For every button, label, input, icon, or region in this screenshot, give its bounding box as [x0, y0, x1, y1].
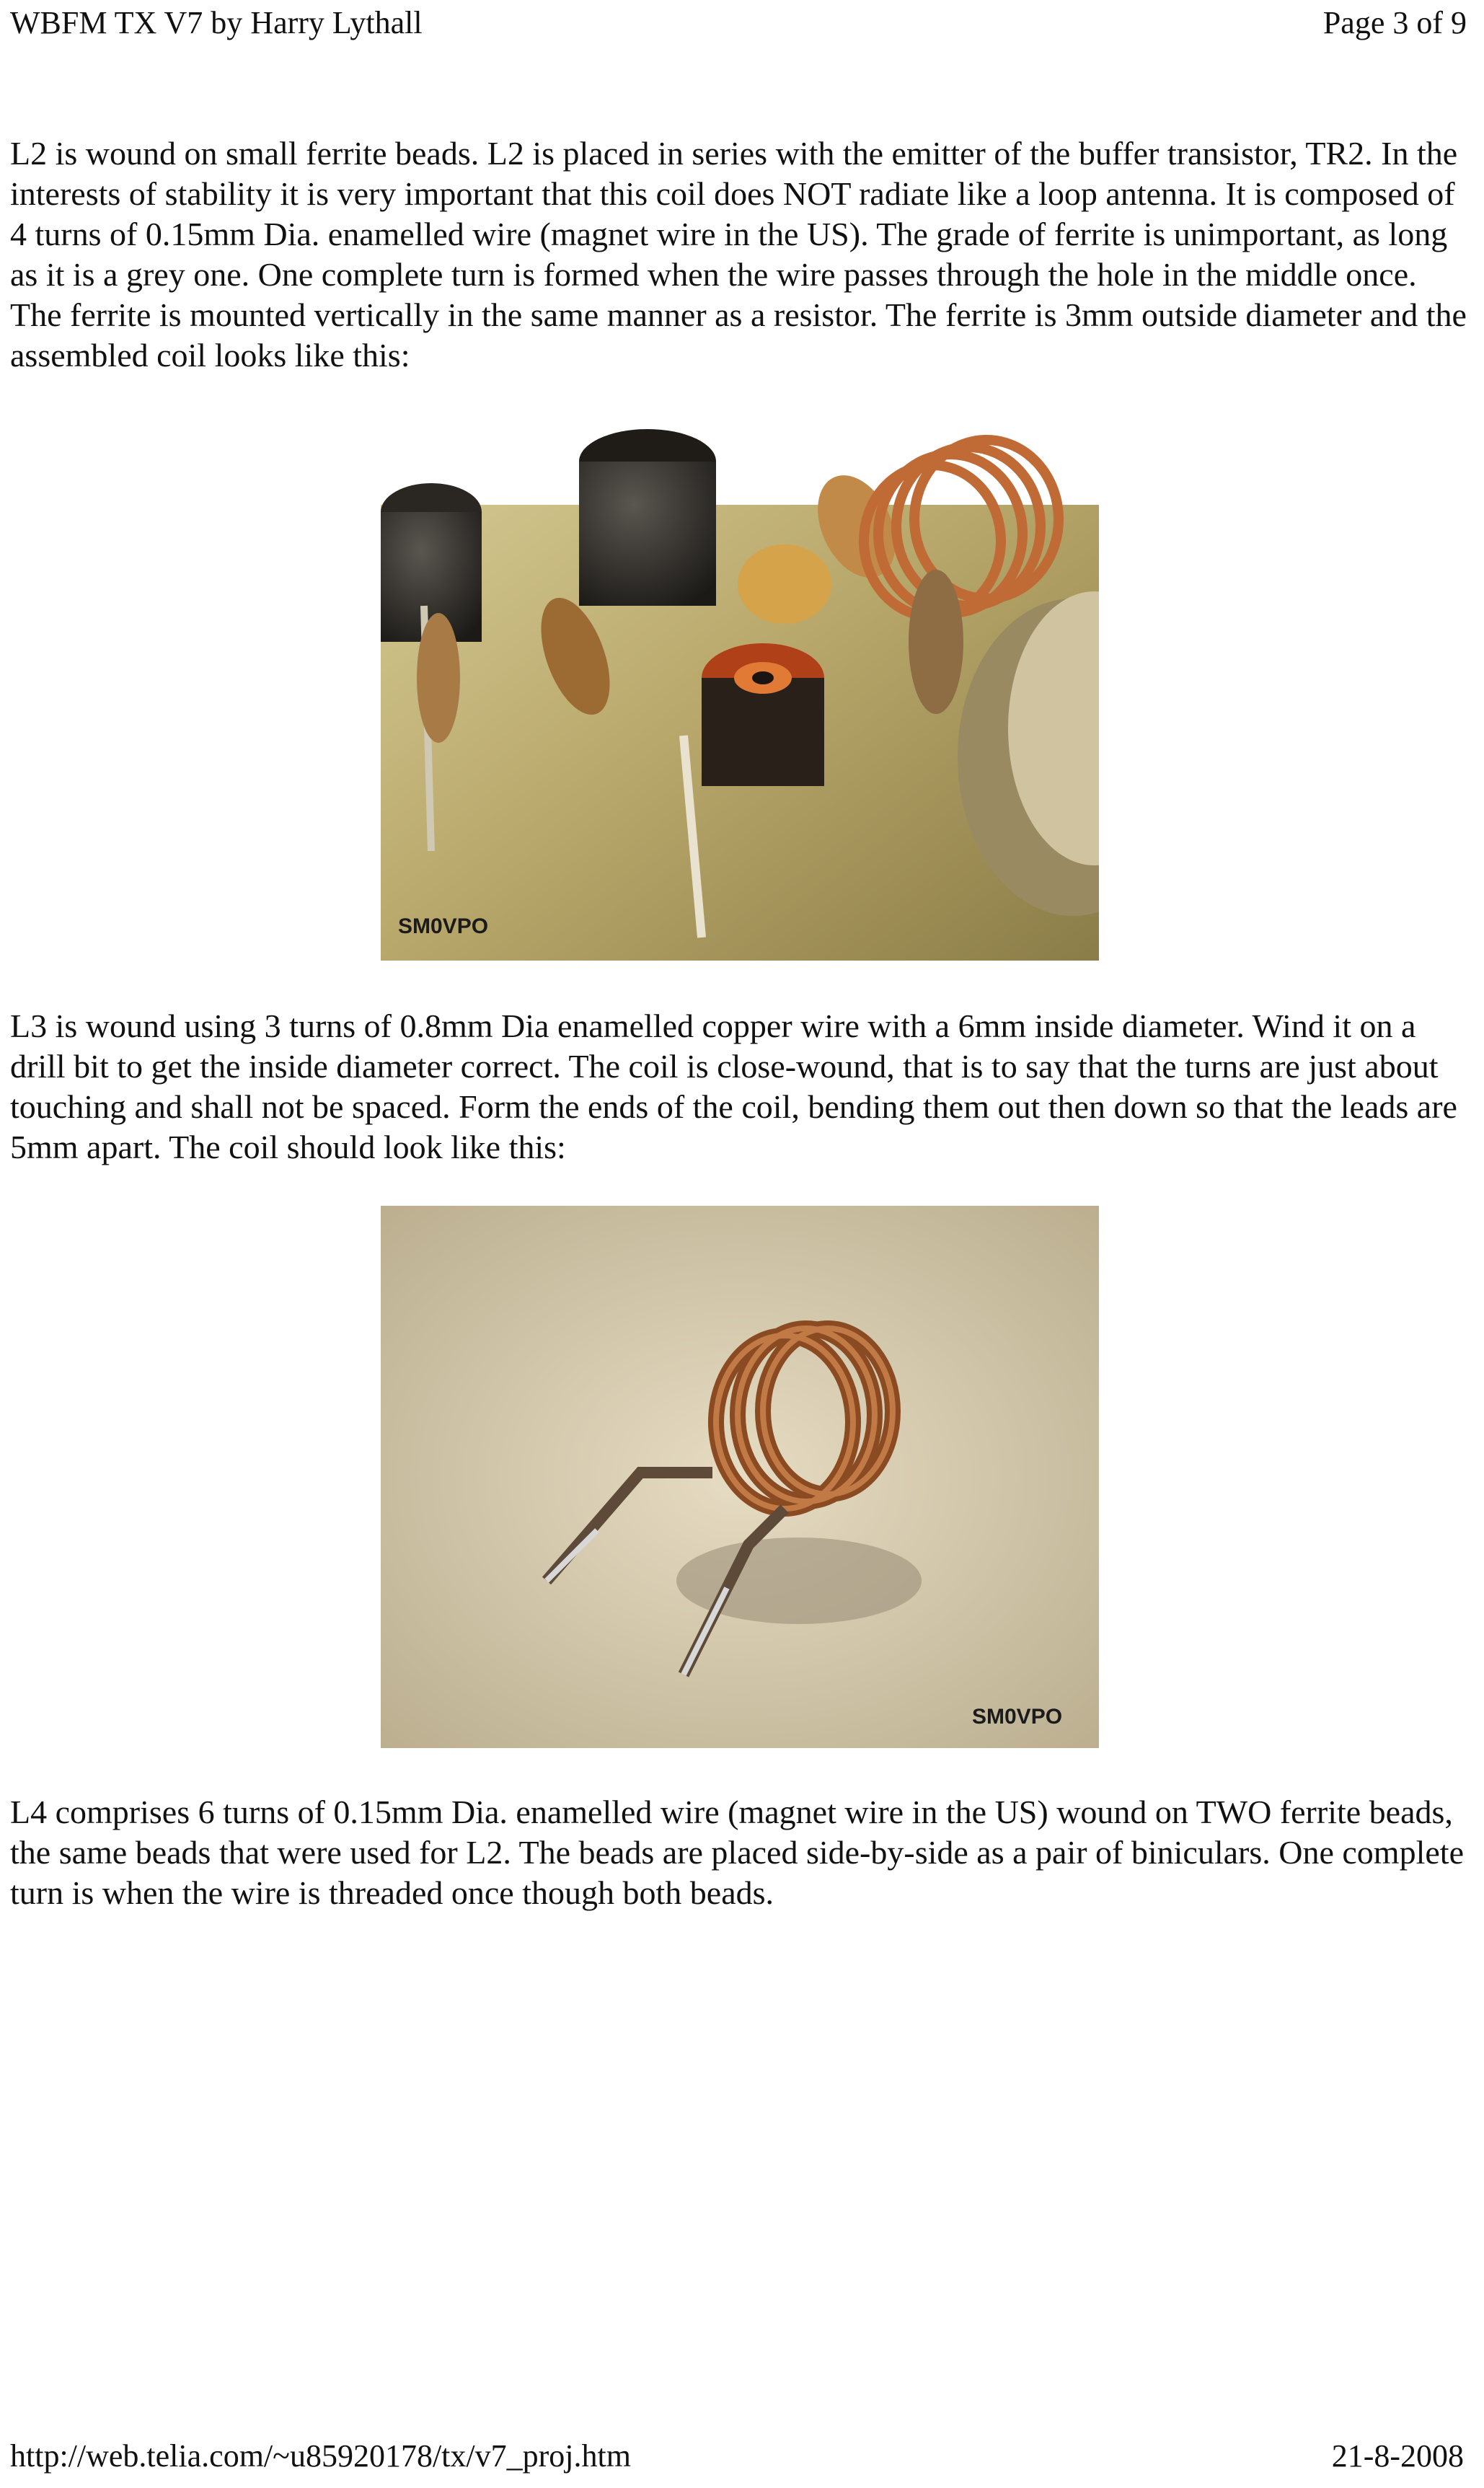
photo-l2-image [381, 418, 1099, 961]
photo-l3-coil [381, 1206, 1099, 1748]
footer-date: 21-8-2008 [1331, 2438, 1464, 2474]
footer-url: http://web.telia.com/~u85920178/tx/v7_proj.htm [10, 2438, 631, 2474]
document-title: WBFM TX V7 by Harry Lythall [10, 5, 423, 40]
photo-l2-coil [381, 418, 1099, 961]
photo-l3-image [381, 1206, 1099, 1748]
photo-watermark: SM0VPO [398, 914, 489, 938]
paragraph-l2: L2 is wound on small ferrite beads. L2 is placed in series with the emitter of the buffer transistor, TR2. In the interests of stability it is very important that this coil does NOT radiate like a loop antenna. It is composed of 4 turns of 0.15mm Dia. enamelled wire (magnet wire in the US). The grade of ferrite is unimportant, as long as it is a grey one. One complete turn is formed when the wire passes through the hole in the middle once. The ferrite is mounted vertically in the same manner as a resistor. The ferrite is 3mm outside diameter and the assembled coil looks like this: [10, 135, 1467, 374]
page-number: Page 3 of 9 [1322, 5, 1467, 40]
paragraph-l3: L3 is wound using 3 turns of 0.8mm Dia enamelled copper wire with a 6mm inside diameter. Wind it on a drill bit to get the inside diameter correct. The coil is close-wound, that is to say that the turns are just about touching and shall not be spaced. Form the ends of the coil, bending them out then down so that the leads are 5mm apart. The coil should look like this: [10, 1007, 1457, 1165]
photo-watermark: SM0VPO [972, 1705, 1063, 1729]
paragraph-l4: L4 comprises 6 turns of 0.15mm Dia. enamelled wire (magnet wire in the US) wound on TWO ferrite beads, the same beads that were used for L2. The beads are placed side-by-side as a pair of biniculars. One complete turn is when the wire is threaded once though both beads. [10, 1794, 1464, 1911]
